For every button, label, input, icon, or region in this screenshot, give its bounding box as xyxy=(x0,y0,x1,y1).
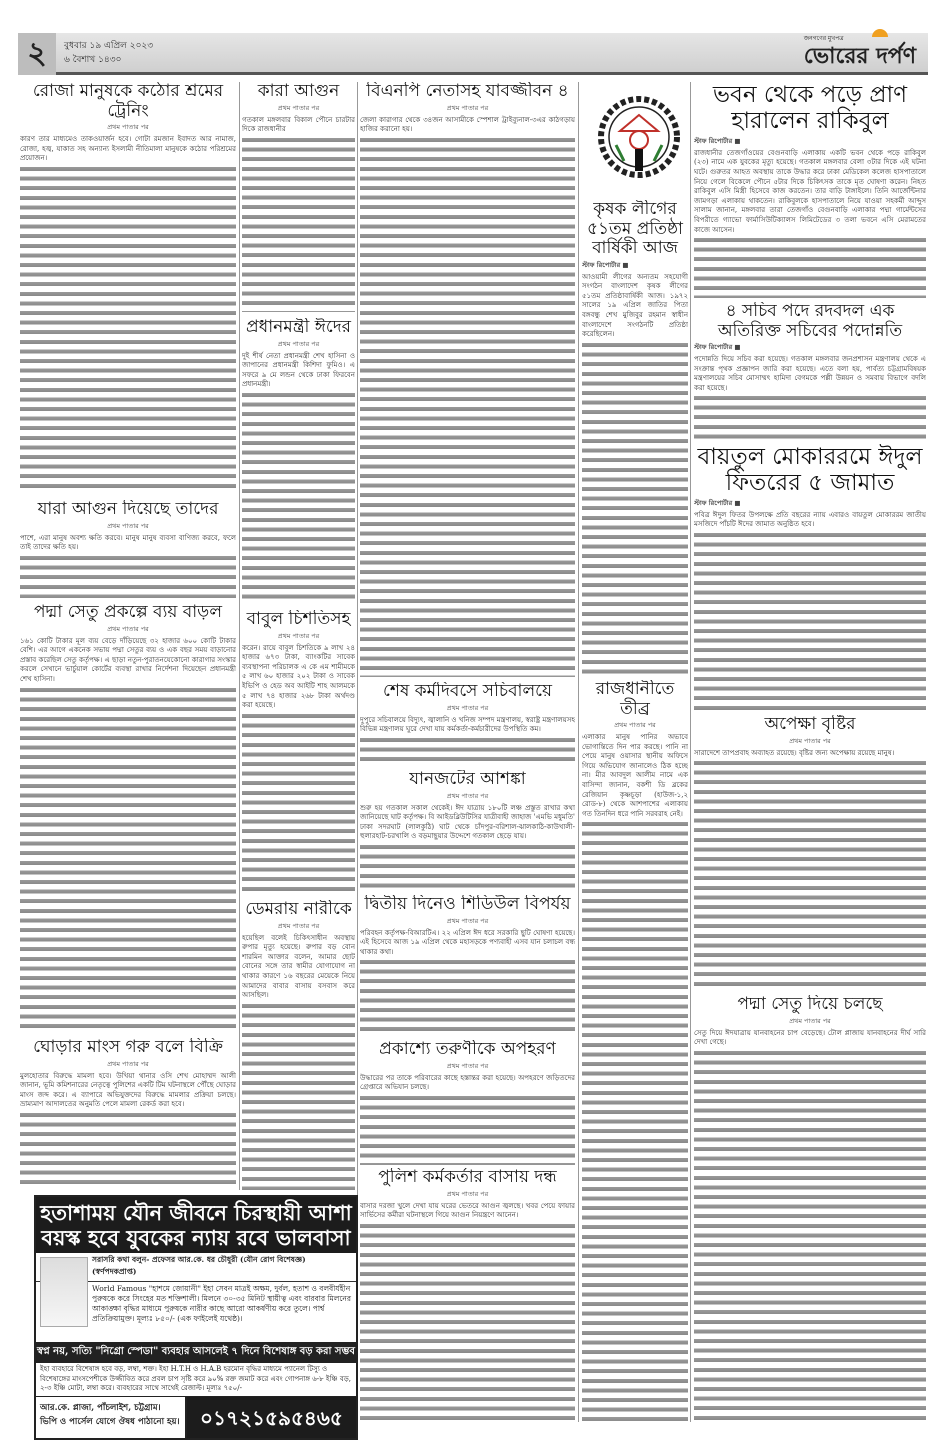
article-rajdhani xyxy=(582,680,688,1423)
headline: দ্বিতীয় দিনেও শিডিউল বিপর্যয় xyxy=(364,895,571,914)
ad-headline-line1: হতাশাময় যৌন জীবনে চিরস্থায়ী আশা xyxy=(40,1200,352,1225)
article-body: বাসার দরজা খুলে দেখা যায় ঘরের ভেতরে আগুন জ্বলছে। খবর পেয়ে ফায়ার সার্ভিসের কর্মীরা ঘটনাস্থলে গিয়ে আগুন নিয়ন্ত্রণে আনেন। xyxy=(360,1201,575,1220)
article-body: পবিত্র ঈদুল ফিতর উপলক্ষে প্রতি বছরের ন্যায় এবারও বায়তুল মোকাররম জাতীয় মসজিদে পাঁচটি ঈদের জামাত অনুষ্ঠিত হবে। xyxy=(694,510,926,529)
continued-label: প্রথম পাতার পর xyxy=(446,1061,489,1070)
body-text-lines xyxy=(20,685,236,1033)
date-bengali: ৬ বৈশাখ ১৪৩০ xyxy=(64,55,122,65)
headline: প্রকাশ্যে তরুণীকে অপহরণ xyxy=(379,1040,556,1059)
continued-label: প্রথম পাতার পর xyxy=(446,103,489,112)
body-text-lines xyxy=(360,735,575,767)
headline: ঘোড়ার মাংস গরু বলে বিক্রি xyxy=(33,1038,223,1057)
logo-text: ভোরের দর্পণ xyxy=(803,43,916,69)
continued-label: প্রথম পাতার পর xyxy=(107,123,149,132)
headline: পদ্মা সেতু দিয়ে চলছে xyxy=(737,995,883,1014)
body-text-lines xyxy=(242,135,355,312)
continued-label: প্রথম পাতার পর xyxy=(107,1059,149,1068)
article-police xyxy=(360,1168,575,1423)
article-body: জেলা কারাগার থেকে ৩৪জন আসামীকে স্পেশাল ট্রাইব্যুনাল-৩এর কাঠগড়ায় হাজির করানো হয়। xyxy=(360,115,575,134)
body-text-lines xyxy=(20,1110,236,1190)
byline: স্টাফ রিপোর্টার ■ xyxy=(582,260,629,269)
headline: বায়তুল মোকাররমে ঈদুল ফিতরের ৫ জামাত xyxy=(697,444,923,497)
ad-headline xyxy=(36,1197,356,1253)
column-divider xyxy=(578,82,579,1422)
headline: পুলিশ কর্মকর্তার বাসায় দন্ধ xyxy=(378,1168,557,1187)
article-body: উদ্ধারের পর তাকে পরিবারের কাছে হস্তান্তর করা হয়েছে। অপহরণে জড়িতদের গ্রেপ্তারে অভিযান চলছে। xyxy=(360,1073,575,1092)
headline: ভবন থেকে পড়ে প্রাণ হারালেন রাকিবুল xyxy=(712,82,908,135)
article-body: মুলহোতার বিরুদ্ধে মামলা হবে। উখিয়া থানার ওসি শেখ মোহাম্মদ আলী জানান, ভূমি কমিশনারের নেতৃত্বে পুলিশের একটি টিম ঘটনাস্থলে পৌঁছে ঘোড়ার মাংস জব্দ করে। এ ব্যাপারে অভিযুক্তদের বিরুদ্ধে মামলার প্রক্রিয়া চলছে। ভ্রাম্যমাণ আদালতের অনুমতি পেলে মামলা রেকর্ড করা হবে। xyxy=(20,1071,236,1109)
article-babul xyxy=(242,610,355,895)
article-body: সারাদেশে তাপপ্রবাহ অব্যাহত রয়েছে। বৃষ্টির জন্য অপেক্ষায় রয়েছে মানুষ। xyxy=(694,748,895,757)
byline: স্টাফ রিপোর্টার ■ xyxy=(694,136,741,145)
ad-headline-line2: বয়স্ক হবে যুবকের ন্যায় রবে ভালবাসা xyxy=(41,1225,351,1250)
ad-middle xyxy=(36,1253,356,1342)
ad-phone-number: ০১৭২১৫৯৫৪৬৫ xyxy=(187,1397,356,1438)
article-roja xyxy=(20,82,236,492)
ad-text-1: World Famous "হাশমে জোয়ানী" ইহা সেবন মাত্রই অক্ষম, দুর্বল, হতাশ ও বলবীর্যহীন পুরুষকে করে সিংহের মত শক্তিশালী। মিলনে ৩০-৩৫ মিনিট স্থায়ীত্ব এবং বারবার মিলনের আকাঙ্ক্ষা বৃদ্ধির মাধ্যমে পুরুষকে নারীর কাছে আরো আকর্ষণীয় করে তুলে। পার্শ্ব প্রতিক্রিয়ামুক্ত। মূল্যঃ ৮৫০/- (এক ফাইলেই যথেষ্ঠ)। xyxy=(92,1284,351,1323)
article-jara-agun xyxy=(20,500,236,598)
body-text-lines xyxy=(242,711,355,895)
advertisement xyxy=(34,1195,358,1440)
ad-doctor-line: সরাসরি কথা বলুন- প্রফেসর আর.কে. ধর চৌধুরী (যৌন রোগ বিশেষজ্ঞ) (স্বর্ণপদকপ্রাপ্ত) xyxy=(36,1253,356,1282)
headline: যানজটের আশঙ্কা xyxy=(409,770,526,789)
ad-address xyxy=(36,1397,187,1438)
article-body: আওয়ামী লীগের অন্যতম সহযোগী সংগঠন বাংলাদেশ কৃষক লীগের ৫১তম প্রতিষ্ঠাবার্ষিকী আজ। ১৯৭২ সালের ১৯ এপ্রিল জাতির পিতা বঙ্গবন্ধু শেখ মুজিবুর রহমান স্বাধীন বাংলাদেশে সংগঠনটি প্রতিষ্ঠা করেছিলেন। xyxy=(582,272,688,339)
continued-label: প্রথম পাতার পর xyxy=(277,921,320,930)
headline: অপেক্ষা বৃষ্টির xyxy=(764,715,856,734)
article-sochib xyxy=(694,302,926,440)
article-body: হয়েছিল বলেই চিকিৎসাধীন অবস্থায় রুপার মৃত্যু হয়েছে। রুপার বড় বোন শারমিন আক্তার বলেন, আমার ছোট বোনের সঙ্গে তার স্বামীর যোগাযোগ না থাকার কারণে ১৬ বছরের মেয়েকে নিয়ে আমাদের বাবার বাসায় বসবাস করে আসছিল। xyxy=(242,933,355,1000)
article-padma-cholche xyxy=(694,995,926,1423)
byline: স্টাফ রিপোর্টার ■ xyxy=(694,343,741,352)
date-block xyxy=(64,39,153,67)
body-text-lines xyxy=(694,530,926,710)
ad-text-2: ইহা ব্যবহারে বিশেষাঙ্গ হবে বড়, লম্বা, শক্ত। ইহা H.T.H ও H.A.B হরমোন বৃদ্ধির মাধ্যমে প্যানেল টিস্যু ও বিশেষাঙ্গের মাংসপেশীকে উজ্জীবিত করে প্রবল চাপ সৃষ্টি করে ৯০% রক্ত জমাট করে এবং গোপনাঙ্গ ৬-৮ ইঞ্চি বড়, ২-৩ ইঞ্চি মোটা, লম্বা করে। ব্যবহারের সাথে সাথেই রেজাল্ট। মূল্যঃ ৭৫০/- xyxy=(40,1365,351,1392)
article-schedule xyxy=(360,895,575,1035)
body-text-lines xyxy=(360,1093,575,1165)
article-body: এলাকার মানুষ পানির অভাবে ভোগান্তিতে দিন পার করছে। পানি না পেয়ে মানুষ ওয়াসার স্থানীয় অফিসে গিয়ে অভিযোগ জানালেও ঠিক হচ্ছে না। মীর আবদুল আলীম নামে এক বাসিন্দা জানান, বকশী ডি ব্লকের রেজিয়ান কৃষ্ণচূড়া (হাউজ-১,২ রোড-৮) থেকে আশপাশের এলাকায় গত তিনদিন ধরে পানি সরবরাহ নেই। xyxy=(582,733,688,818)
article-body: ১৬১ কোটি টাকার মূল ব্যয় বেড়ে দাঁড়িয়েছে ৩২ হাজার ৬০০ কোটি টাকার বেশি। এর আগে একনেক সভায় পদ্মা সেতুর ব্যয় ও এক বছর সময় বাড়ানোর প্রস্তাব করেছিল সেতু কর্তৃপক্ষ। এ ছাড়া নতুন-পুরাতনযেকোনো কারাগার সংস্কার করলে সেখানে ভার্চুয়াল কোর্টের ব্যবস্থা রাখার নির্দেশনা দিয়েছেন প্রধানমন্ত্রী শেখ হাসিনা। xyxy=(20,636,236,683)
article-opohoron xyxy=(360,1040,575,1165)
continued-label: প্রথম পাতার পর xyxy=(446,1189,489,1198)
continued-label: প্রথম পাতার পর xyxy=(789,1016,831,1025)
headline: বাবুল চিশতিসহ xyxy=(246,610,351,629)
continued-label: প্রথম পাতার পর xyxy=(277,339,320,348)
headline: পদ্মা সেতু প্রকল্পে ব্যয় বাড়ল xyxy=(34,603,222,622)
continued-label: প্রথম পাতার পর xyxy=(107,624,149,633)
article-body: পাশে, এরা মানুষ অবশ্য ক্ষতি করবে। মানুষ মানুষ ব্যবসা বাণিজ্য করবে, ফলে তাই তাদের ক্ষতি হয়। xyxy=(20,533,236,552)
ad-address-line2: ভিপি ও পার্সেল যোগে ঔষধ পাঠানো হয়। xyxy=(40,1416,180,1427)
body-text-lines xyxy=(582,340,688,675)
headline: রাজধানীতে তীব্র xyxy=(595,680,675,719)
headline: যারা আগুন দিয়েছে তাদের xyxy=(37,500,219,519)
body-text-lines xyxy=(694,235,926,298)
body-text-lines xyxy=(242,390,355,603)
article-padma-cost xyxy=(20,603,236,1033)
headline: ডেমরায় নারীকে xyxy=(245,900,352,919)
continued-label: প্রথম পাতার পর xyxy=(446,791,489,800)
article-demra xyxy=(242,900,355,1190)
ad-band: স্বপ্ন নয়, সত্যি "নিগ্রো স্পেডা" ব্যবহার আসলেই ৭ দিনে বিশেষাঙ্গ বড় করা সম্ভব xyxy=(36,1342,356,1363)
article-body: গতকাল মঙ্গলবার বিকাল পৌনে চারটার দিকে রাজধানীর xyxy=(242,115,355,134)
article-ghora xyxy=(20,1038,236,1190)
continued-label: প্রথম পাতার পর xyxy=(446,916,489,925)
article-prodhanmontri xyxy=(242,318,355,603)
ad-footer xyxy=(36,1396,356,1438)
article-body: করেন। রায়ে বাবুল চিশতিকে ৯ লাখ ২৪ হাজার ৬৭৩ টাকা, ব্যাংকটির সাবেক ব্যবস্থাপনা পরিচালক এ কে এম শামীমকে ৫ লাখ ৬০ হাজার ২০২ টাকা ও সাবেক ইভিপি ও হেড অব আইটি শাহ আলমকে ৫ লাখ ৭৪ হাজার ২৬৮ টাকা অর্থদণ্ড করা হয়েছে। xyxy=(242,643,355,710)
article-opekkha xyxy=(694,715,926,990)
body-text-lines xyxy=(694,758,926,990)
headline: প্রধানমন্ত্রী ঈদের xyxy=(245,318,352,337)
article-body: দুপুরে সচিবালয়ে বিদ্যুৎ, জ্বালানি ও খনিজ সম্পদ মন্ত্রণালয়, স্বরাষ্ট্র মন্ত্রণালয়সহ বিভিন্ন মন্ত্রণালয় ঘুরে দেখা যায় কর্মকর্তা-কর্মচারীদের উপস্থিতি কম। xyxy=(360,715,575,734)
article-body: পরিবহন কর্তৃপক্ষ-বিআরটিএ। ২২ এপ্রিল ঈদ ধরে সরকারি ছুটি ঘোষণা হয়েছে। এই হিসেবে আজ ১৯ এপ্রিল থেকে মহাসড়কে পণ্যবাহী এসব যান চলাচল বন্ধ থাকার কথা। xyxy=(360,928,575,956)
body-text-lines xyxy=(360,1221,575,1423)
body-text-lines xyxy=(20,164,236,492)
body-text-lines xyxy=(360,135,575,677)
doctor-photo xyxy=(40,1257,88,1327)
body-text-lines xyxy=(360,957,575,1035)
article-body: সেতু দিয়ে ঈদযাত্রায় যানবাহনের চাপ বেড়েছে। টোল প্লাজায় যানবাহনের দীর্ঘ সারি দেখা গেছে। xyxy=(694,1028,926,1047)
article-kara-agun xyxy=(242,82,355,312)
article-bnp xyxy=(360,82,575,677)
article-body: পদোন্নতি দিয়ে সচিব করা হয়েছে। গতকাল মঙ্গলবার জনপ্রশাসন মন্ত্রণালয় থেকে এ সংক্রান্ত পৃথক প্রজ্ঞাপন জারি করা হয়েছে। এতে বলা হয়, পার্বত্য চট্টগ্রামবিষয়ক মন্ত্রণালয়ের সচিব মোসাম্মৎ হামিদা বেগমকে পল্লী উন্নয়ন ও সমবায় বিভাগে বদলি করা হয়েছে। xyxy=(694,355,926,392)
ad-address-line1: আর.কে. প্লাজা, পাঁচলাইশ, চট্টগ্রাম। xyxy=(40,1402,161,1413)
article-bhaban xyxy=(694,82,926,298)
headline: ৪ সচিব পদে রদবদল এক অতিরিক্ত সচিবের পদোন্নতি xyxy=(717,302,903,341)
continued-label: প্রথম পাতার পর xyxy=(789,736,831,745)
article-body: রাজধানীর তেজগাঁওয়ের বেগুনবাড়ি এলাকায় একটি ভবন থেকে পড়ে রাকিবুল (২৩) নামে এক যুবকের মৃত্যু হয়েছে। গতকাল মঙ্গলবার বেলা ৩টার দিকে এই ঘটনা ঘটে। গুরুতর আহত অবস্থায় তাকে উদ্ধার করে ঢাকা মেডিকেল কলেজ হাসপাতালে নিয়ে গেলে বিকেলে পৌনে ৫টার দিকে চিকিৎসক তাকে মৃত ঘোষণা করেন। নিহত রাকিবুল এসি মিস্ত্রী হিসেবে কাজ করতেন। তার বাড়ি টাঙ্গাইলে। তিনি আর্জেন্টিনার জামগড়া এলাকায় থাকতেন। রাকিবুলকে হাসপাতালে নিয়ে যাওয়া সহকর্মী আব্দুস সালাম জানান, মঙ্গলবার তারা তেজগাঁও বেগুনবাড়ি এলাকার পদ্মা গার্মেন্টসের বিপরীতে গ্যাভো ফার্মাসিউটিক্যালস লিমিটেডের ৩ তলা ভবনে এসি মেরামতের কাজে আসেন। xyxy=(694,148,926,234)
continued-label: প্রথম পাতার পর xyxy=(107,521,149,530)
article-baitul xyxy=(694,444,926,710)
body-text-lines xyxy=(582,819,688,1423)
body-text-lines xyxy=(242,1001,355,1190)
continued-label: প্রথম পাতার পর xyxy=(277,631,320,640)
article-body: শুরু হয় গতকাল সকাল থেকেই। ঈদ যাত্রায় ১৮০টি লঞ্চ প্রস্তুত রাখার কথা জানিয়েছে ঘাট কর্তৃপক্ষ। বি আইডব্লিউটিসির যাত্রীবাহী জাহাজ 'এমভি মধুমতি' ঢাকা সদরঘাট (লালকুঠি) ঘাট থেকে চাঁদপুর-বরিশাল-ঝালকাঠি-কাউখালী-হুলারহাট-চরখালি ও বড়মাছুয়ার উদ্দেশে গতকাল ছেড়ে যায়। xyxy=(360,803,575,841)
body-text-lines xyxy=(694,1048,926,1423)
body-text-lines xyxy=(360,842,575,892)
headline: বিএনপি নেতাসহ যাবজ্জীবন ৪ xyxy=(366,82,569,101)
body-text-lines xyxy=(694,393,926,440)
logo-tagline: জনগণের মুখপত্র xyxy=(803,35,844,42)
continued-label: প্রথম পাতার পর xyxy=(277,103,320,112)
headline: কৃষক লীগের ৫১তম প্রতিষ্ঠা বার্ষিকী আজ xyxy=(587,200,683,259)
column-divider xyxy=(690,82,691,1422)
page-number: ২ xyxy=(18,33,56,75)
newspaper-logo xyxy=(804,35,916,69)
article-body: দুই শীর্ষ নেতা প্রধানমন্ত্রী শেখ হাসিনা ও জাপানের প্রধানমন্ত্রী কিশিদা ফুমিও। এ সফরে ৯ মে লন্ডন থেকে ঢাকা ফিরবেন প্রধানমন্ত্রী। xyxy=(242,351,355,389)
article-janjot xyxy=(360,770,575,892)
article-body: কারণ তার মাধ্যমেও তাকওয়ার্জন হবে। গোটা রমজান ইবাদত আর নামাজ, রোজা, হজ্ব, যাকাত সহ অন্যান্য ইসলামী নীতিমালা মানুষকে কঠোর পরিশ্রমের প্রয়োজন। xyxy=(20,135,236,163)
headline: রোজা মানুষকে কঠোর শ্রমের ট্রেনিং xyxy=(32,82,224,121)
column-divider xyxy=(239,82,240,1190)
continued-label: প্রথম পাতার পর xyxy=(614,721,656,730)
page-header xyxy=(18,33,928,75)
byline: স্টাফ রিপোর্টার ■ xyxy=(694,498,741,507)
body-text-lines xyxy=(20,553,236,598)
continued-label: প্রথম পাতার পর xyxy=(446,703,489,712)
article-krishak-league xyxy=(582,200,688,675)
date-gregorian: বুধবার ১৯ এপ্রিল ২০২৩ xyxy=(64,41,154,51)
headline: শেষ কর্মদিবসে সচিবালয়ে xyxy=(383,682,552,701)
article-shesh-kormodibos xyxy=(360,682,575,767)
krishak-league-emblem xyxy=(598,85,680,195)
headline: কারা আগুন xyxy=(257,82,340,101)
